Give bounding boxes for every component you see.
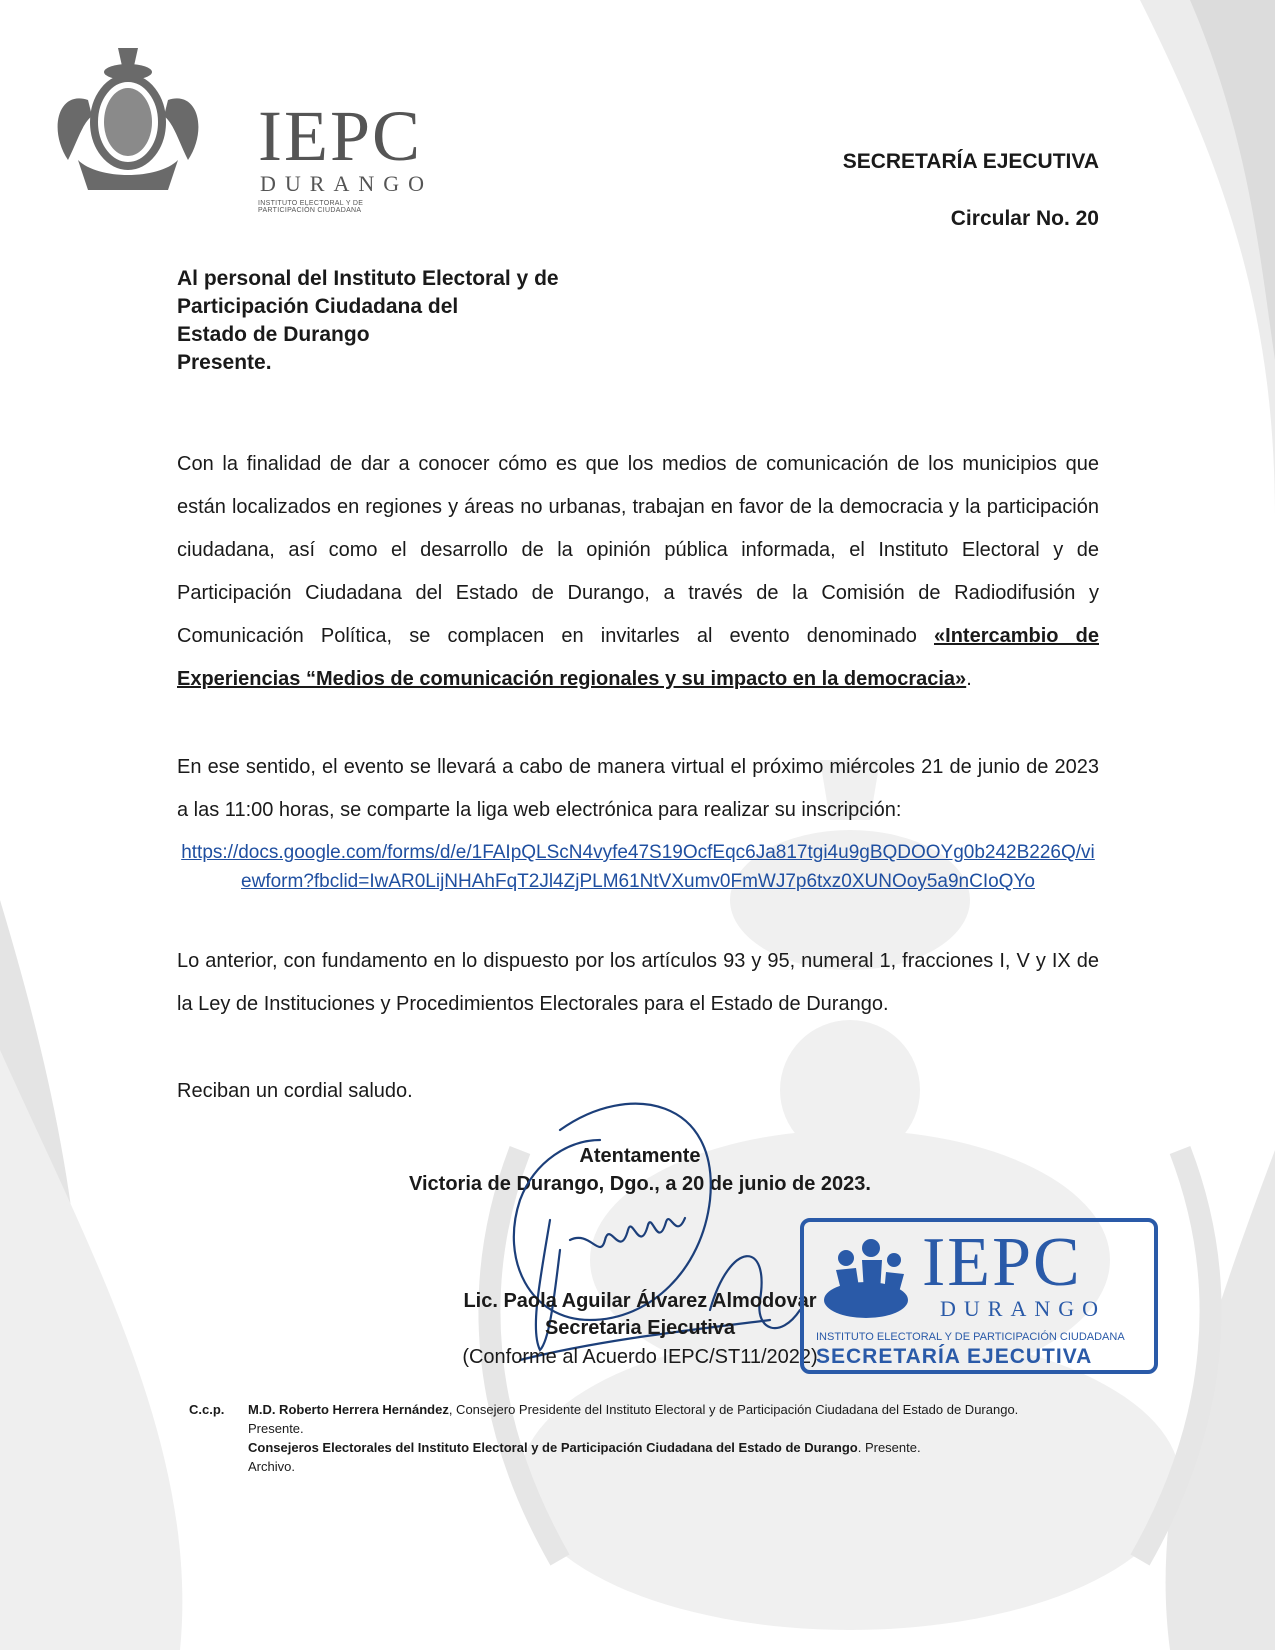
stamp-wordmark: IEPC — [922, 1224, 1082, 1301]
logo-subtitle: DURANGO — [260, 171, 433, 196]
addressee-line: Presente. — [177, 351, 272, 374]
ccp-list — [248, 1400, 1088, 1476]
stamp-institution: INSTITUTO ELECTORAL Y DE PARTICIPACIÓN CIUDADANA — [816, 1331, 1125, 1343]
stamp-subtitle: DURANGO — [940, 1296, 1106, 1321]
ccp-name: Consejeros Electorales del Instituto Electoral y de Participación Ciudadana del Estado de Durango — [248, 1440, 858, 1455]
official-stamp — [800, 1218, 1158, 1374]
body-paragraph-4: Reciban un cordial saludo. — [177, 1080, 413, 1102]
ccp-entry — [248, 1438, 1088, 1457]
stamp-department: SECRETARÍA EJECUTIVA — [816, 1345, 1093, 1368]
ccp-name: M.D. Roberto Herrera Hernández — [248, 1402, 449, 1417]
ccp-entry: Archivo. — [248, 1459, 295, 1474]
department-heading: SECRETARÍA EJECUTIVA — [842, 150, 1099, 173]
stamp-emblem-icon — [816, 1230, 916, 1326]
logo-wordmark: IEPC — [258, 96, 423, 176]
registration-link[interactable]: https://docs.google.com/forms/d/e/1FAIpQLScN4vyfe47S19OcfEqc6Ja817tgi4u9gBQDOOYg0b242B226Q/viewform?fbclid=IwAR0LijNHAhFqT2Jl4ZjPLM61NtVXumv0FmWJ7p6txz0XUNOoy5a9nCIoQYo — [181, 842, 1095, 892]
body-paragraph-1 — [177, 443, 1099, 701]
addressee-line: Al personal del Instituto Electoral y de — [177, 267, 559, 290]
signer-name: Lic. Paola Aguilar Álvarez Almodovar — [463, 1290, 817, 1312]
coat-of-arms-icon — [48, 40, 248, 200]
ccp-entry — [248, 1400, 1088, 1419]
event-name: «Intercambio de Experiencias “Medios de comunicación regionales y su impacto en la democracia» — [177, 625, 1099, 690]
ccp-label: C.c.p. — [189, 1402, 225, 1417]
signer-title: Secretaria Ejecutiva — [544, 1317, 736, 1339]
addressee-line: Estado de Durango — [177, 323, 370, 346]
body-paragraph-3: Lo anterior, con fundamento en lo dispuesto por los artículos 93 y 95, numeral 1, fracciones I, V y IX de la Ley de Instituciones y Procedimientos Electorales para el Estado de Durango. — [177, 950, 1099, 1015]
ccp-text: , Consejero Presidente del Instituto Electoral y de Participación Ciudadana del Estado de Durango. — [448, 1402, 1019, 1417]
signer-note: (Conforme al Acuerdo IEPC/ST11/2022) — [462, 1346, 818, 1368]
ccp-text: . Presente. — [857, 1440, 921, 1455]
paragraph-text: Con la finalidad de dar a conocer cómo es que los medios de comunicación de los municipios que están localizados en regiones y áreas no urbanas, trabajan en favor de la democracia y la participación ciudadana, así como el desarrollo de la opinión pública informada, el Instituto Electoral y de Participación Ciudadana del Estado de Durango, a través de la Comisión de Radiodifusión y Comunicación Política, se complacen en invitarles al evento denominado — [177, 453, 1099, 647]
circular-number: Circular No. 20 — [950, 207, 1099, 230]
body-paragraph-2: En ese sentido, el evento se llevará a cabo de manera virtual el próximo miércoles 21 de junio de 2023 a las 11:00 horas, se comparte la liga web electrónica para realizar su inscripción: — [177, 756, 1099, 821]
logo-tagline: INSTITUTO ELECTORAL Y DE PARTICIPACIÓN CIUDADANA — [258, 200, 364, 214]
closing-place-date: Victoria de Durango, Dgo., a 20 de junio de 2023. — [409, 1173, 871, 1195]
ccp-entry: Presente. — [248, 1421, 304, 1436]
addressee-line: Participación Ciudadana del — [177, 295, 459, 318]
iepc-logo — [48, 40, 433, 214]
closing-regards: Atentamente — [579, 1145, 701, 1167]
addressee-block — [177, 265, 559, 377]
paragraph-end: . — [966, 668, 972, 690]
